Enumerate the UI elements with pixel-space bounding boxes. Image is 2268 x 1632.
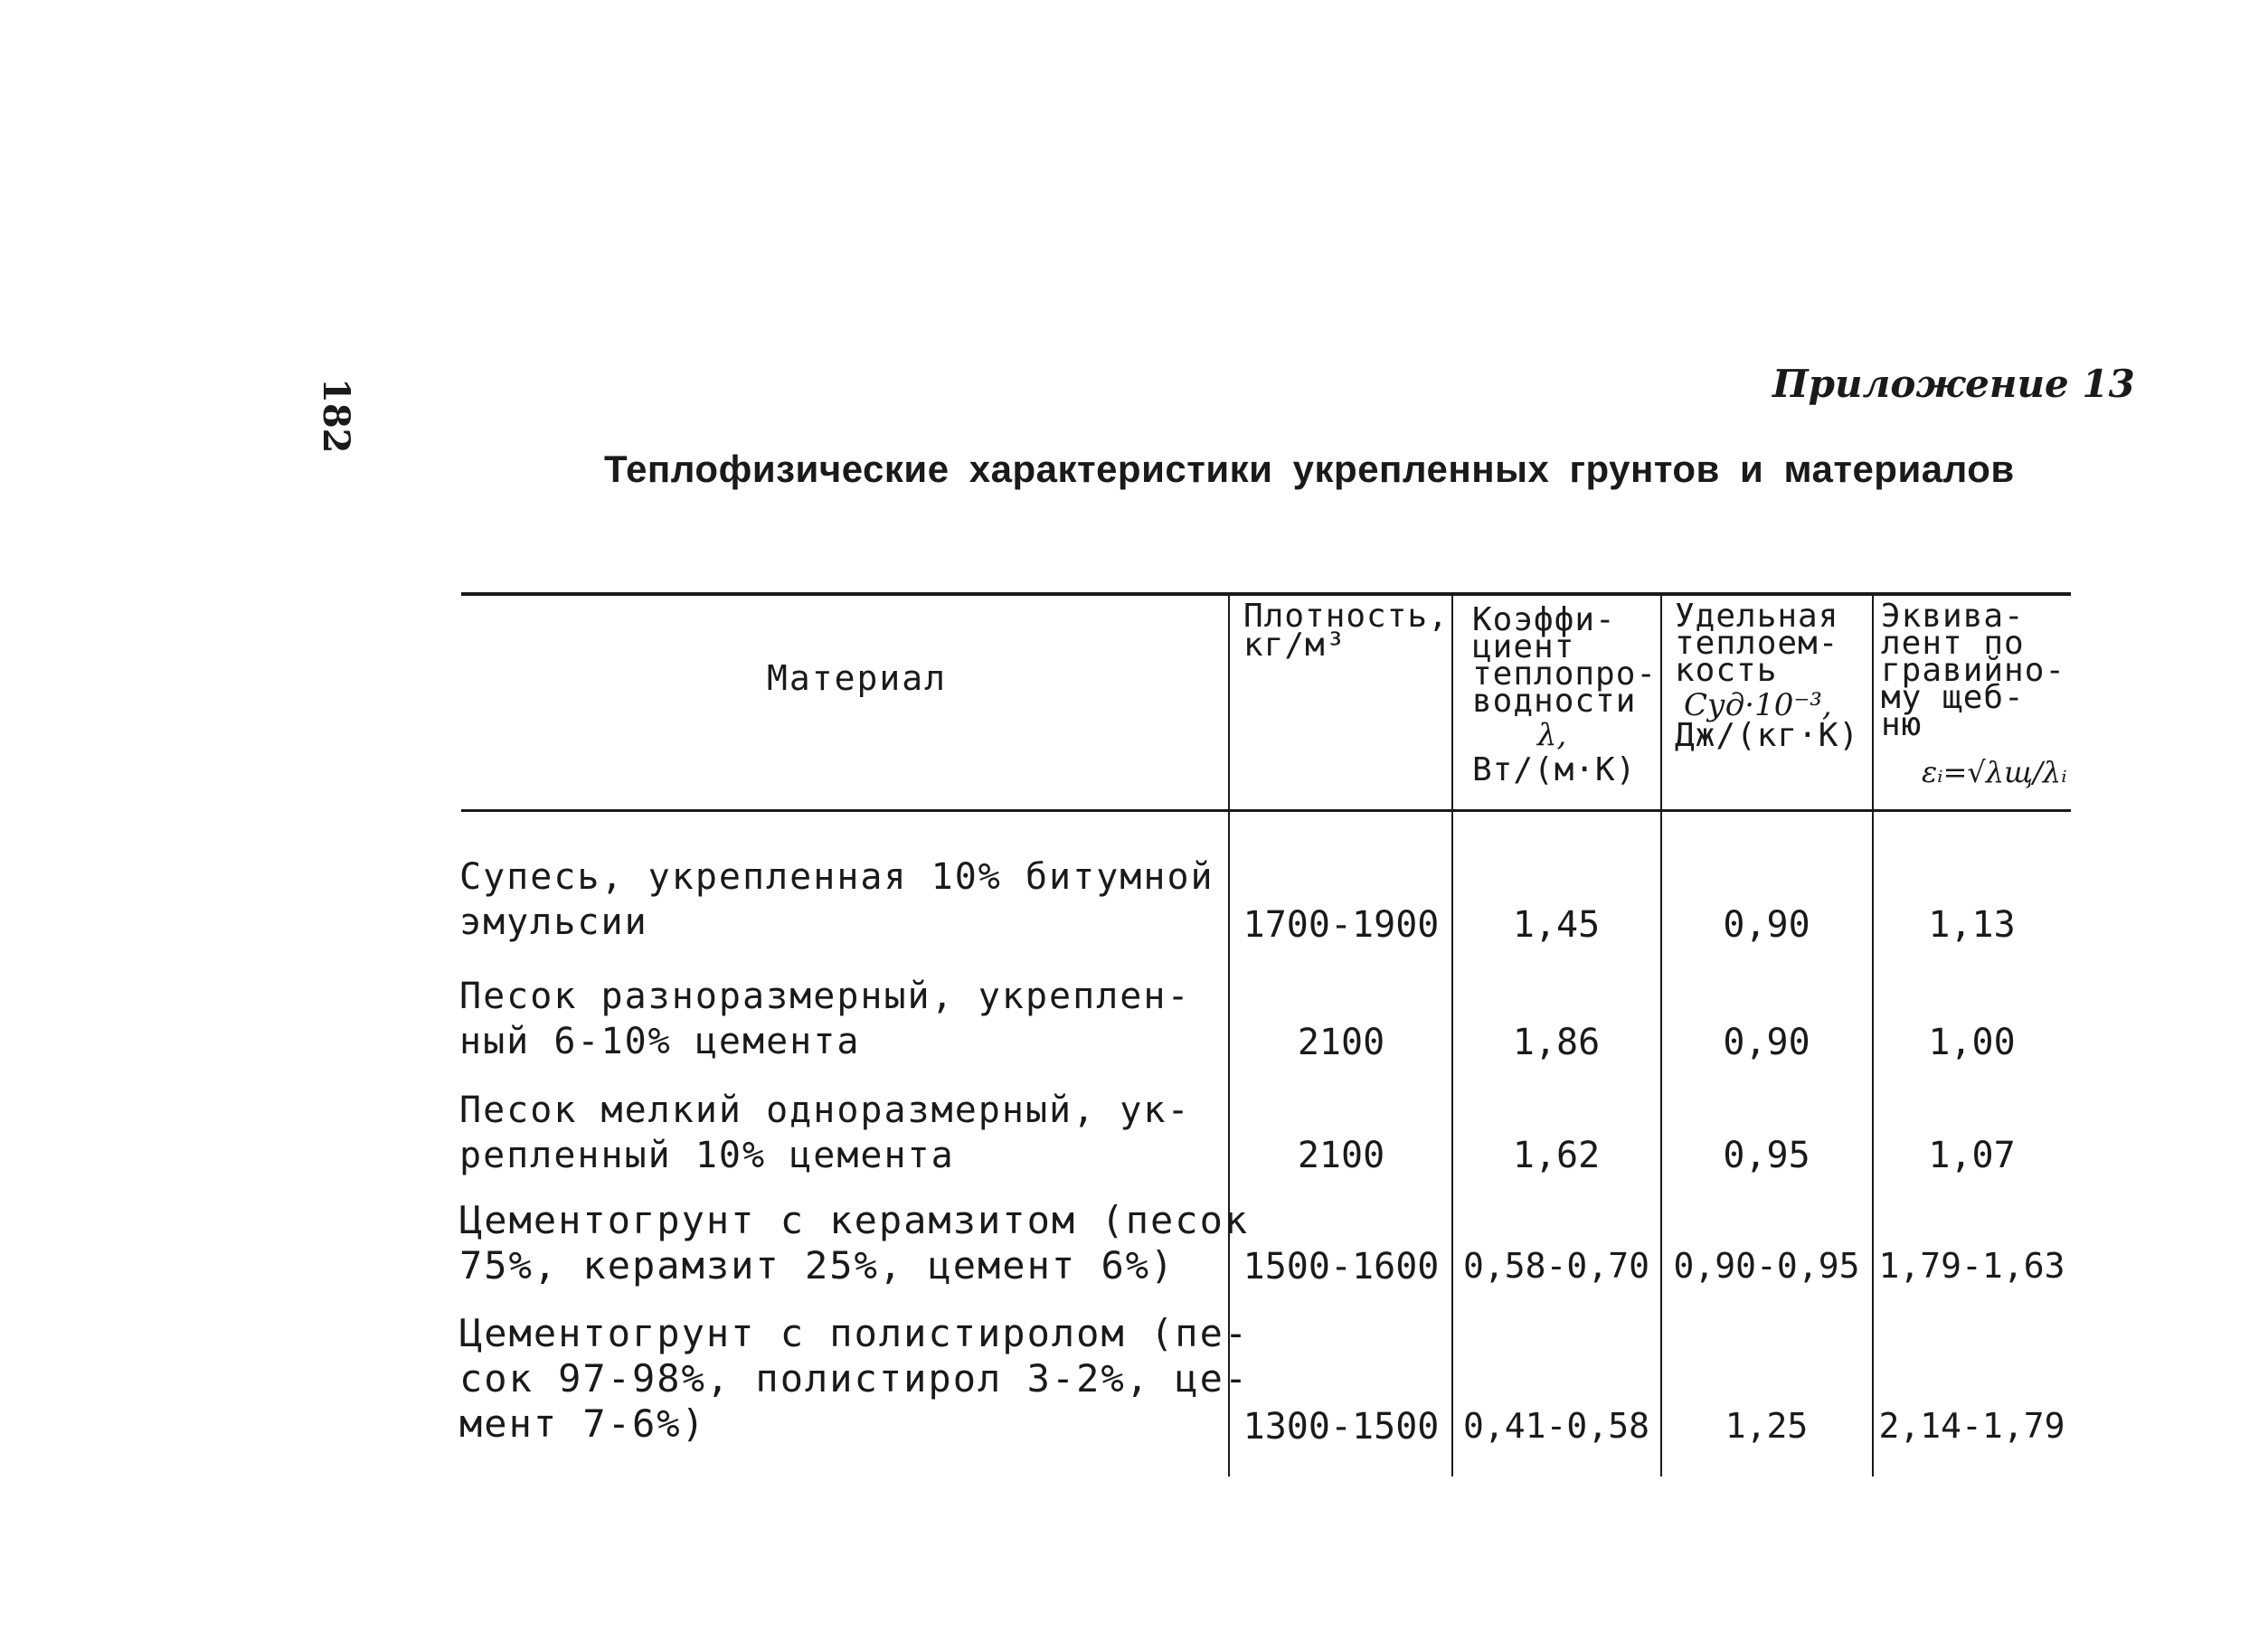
row-equivalent: 1,00 [1928,1022,2016,1063]
appendix-label: Приложение 13 [1772,362,2135,406]
row-density: 2100 [1297,1135,1385,1176]
row-conductivity: 1,86 [1512,1022,1601,1063]
header-heat-capacity-line: теплоем- [1675,625,1839,662]
table-top-rule [461,592,2071,596]
row-material-line: Супесь, укрепленная 10% битумной [459,856,1214,898]
column-divider-4 [1872,595,1874,1476]
row-conductivity: 1,62 [1512,1135,1601,1176]
row-conductivity: 0,58-0,70 [1463,1246,1649,1286]
column-divider-2 [1451,595,1453,1476]
row-heat-capacity: 0,90 [1723,1022,1810,1063]
row-material-line: 75%, керамзит 25%, цемент 6%) [459,1243,1176,1288]
row-equivalent: 2,14-1,79 [1878,1406,2065,1446]
header-material: Материал [767,658,948,698]
header-conductivity-line: водности [1472,683,1637,720]
header-conductivity-unit: Вт/(м·К) [1472,751,1637,788]
row-material-line: ный 6-10% цемента [459,1021,861,1062]
document-title: Теплофизические характеристики укрепленных грунтов и материалов [604,448,2015,490]
row-density: 1300-1500 [1243,1406,1440,1448]
header-equivalent-line: лент по [1881,625,2025,662]
header-conductivity-line: теплопро- [1472,656,1658,693]
header-conductivity-line: Коэффи- [1472,601,1616,638]
row-equivalent: 1,07 [1928,1135,2016,1176]
row-heat-capacity: 1,25 [1725,1406,1809,1446]
row-density: 1700-1900 [1243,904,1440,946]
row-material-line: Песок мелкий одноразмерный, ук- [459,1090,1191,1131]
row-conductivity: 1,45 [1512,904,1601,946]
row-density: 2100 [1297,1022,1385,1063]
row-heat-capacity: 0,95 [1723,1135,1810,1176]
header-equivalent-formula: εᵢ=√λщ/λᵢ [1922,755,2067,789]
row-equivalent: 1,13 [1928,904,2016,946]
row-material-line: мент 7-6%) [459,1401,706,1446]
header-conductivity-symbol: λ, [1537,717,1567,753]
row-conductivity: 0,41-0,58 [1463,1406,1649,1446]
page-number: 182 [315,378,357,454]
row-material-line: сок 97-98%, полистирол 3-2%, це- [459,1356,1250,1401]
column-divider-3 [1660,595,1662,1476]
header-density-line: кг/м³ [1243,627,1347,664]
header-equivalent-line: ню [1881,706,1923,743]
row-material-line: Цементогрунт с керамзитом (песок [459,1198,1250,1242]
header-heat-capacity-unit: Дж/(кг·К) [1675,717,1860,754]
row-density: 1500-1600 [1243,1246,1440,1288]
header-density-line: Плотность, [1243,598,1449,635]
header-heat-capacity-line: кость [1675,652,1778,689]
row-material-line: Песок разноразмерный, укреплен- [459,976,1191,1017]
header-equivalent-line: Эквива- [1881,598,2025,635]
header-equivalent-line: му щеб- [1881,679,2025,716]
row-material-line: репленный 10% цемента [459,1135,955,1176]
row-heat-capacity: 0,90-0,95 [1673,1246,1860,1286]
row-heat-capacity: 0,90 [1723,904,1810,946]
row-material-line: эмульсии [459,901,648,943]
row-material-line: Цементогрунт с полистиролом (пе- [459,1311,1250,1355]
header-equivalent-line: гравийно- [1881,652,2066,689]
table-header-bottom-rule [461,809,2071,812]
row-equivalent: 1,79-1,63 [1878,1246,2065,1286]
header-conductivity-line: циент [1472,628,1575,665]
header-heat-capacity-symbol: Cуд·10⁻³, [1684,687,1832,723]
header-heat-capacity-line: Удельная [1675,598,1839,635]
